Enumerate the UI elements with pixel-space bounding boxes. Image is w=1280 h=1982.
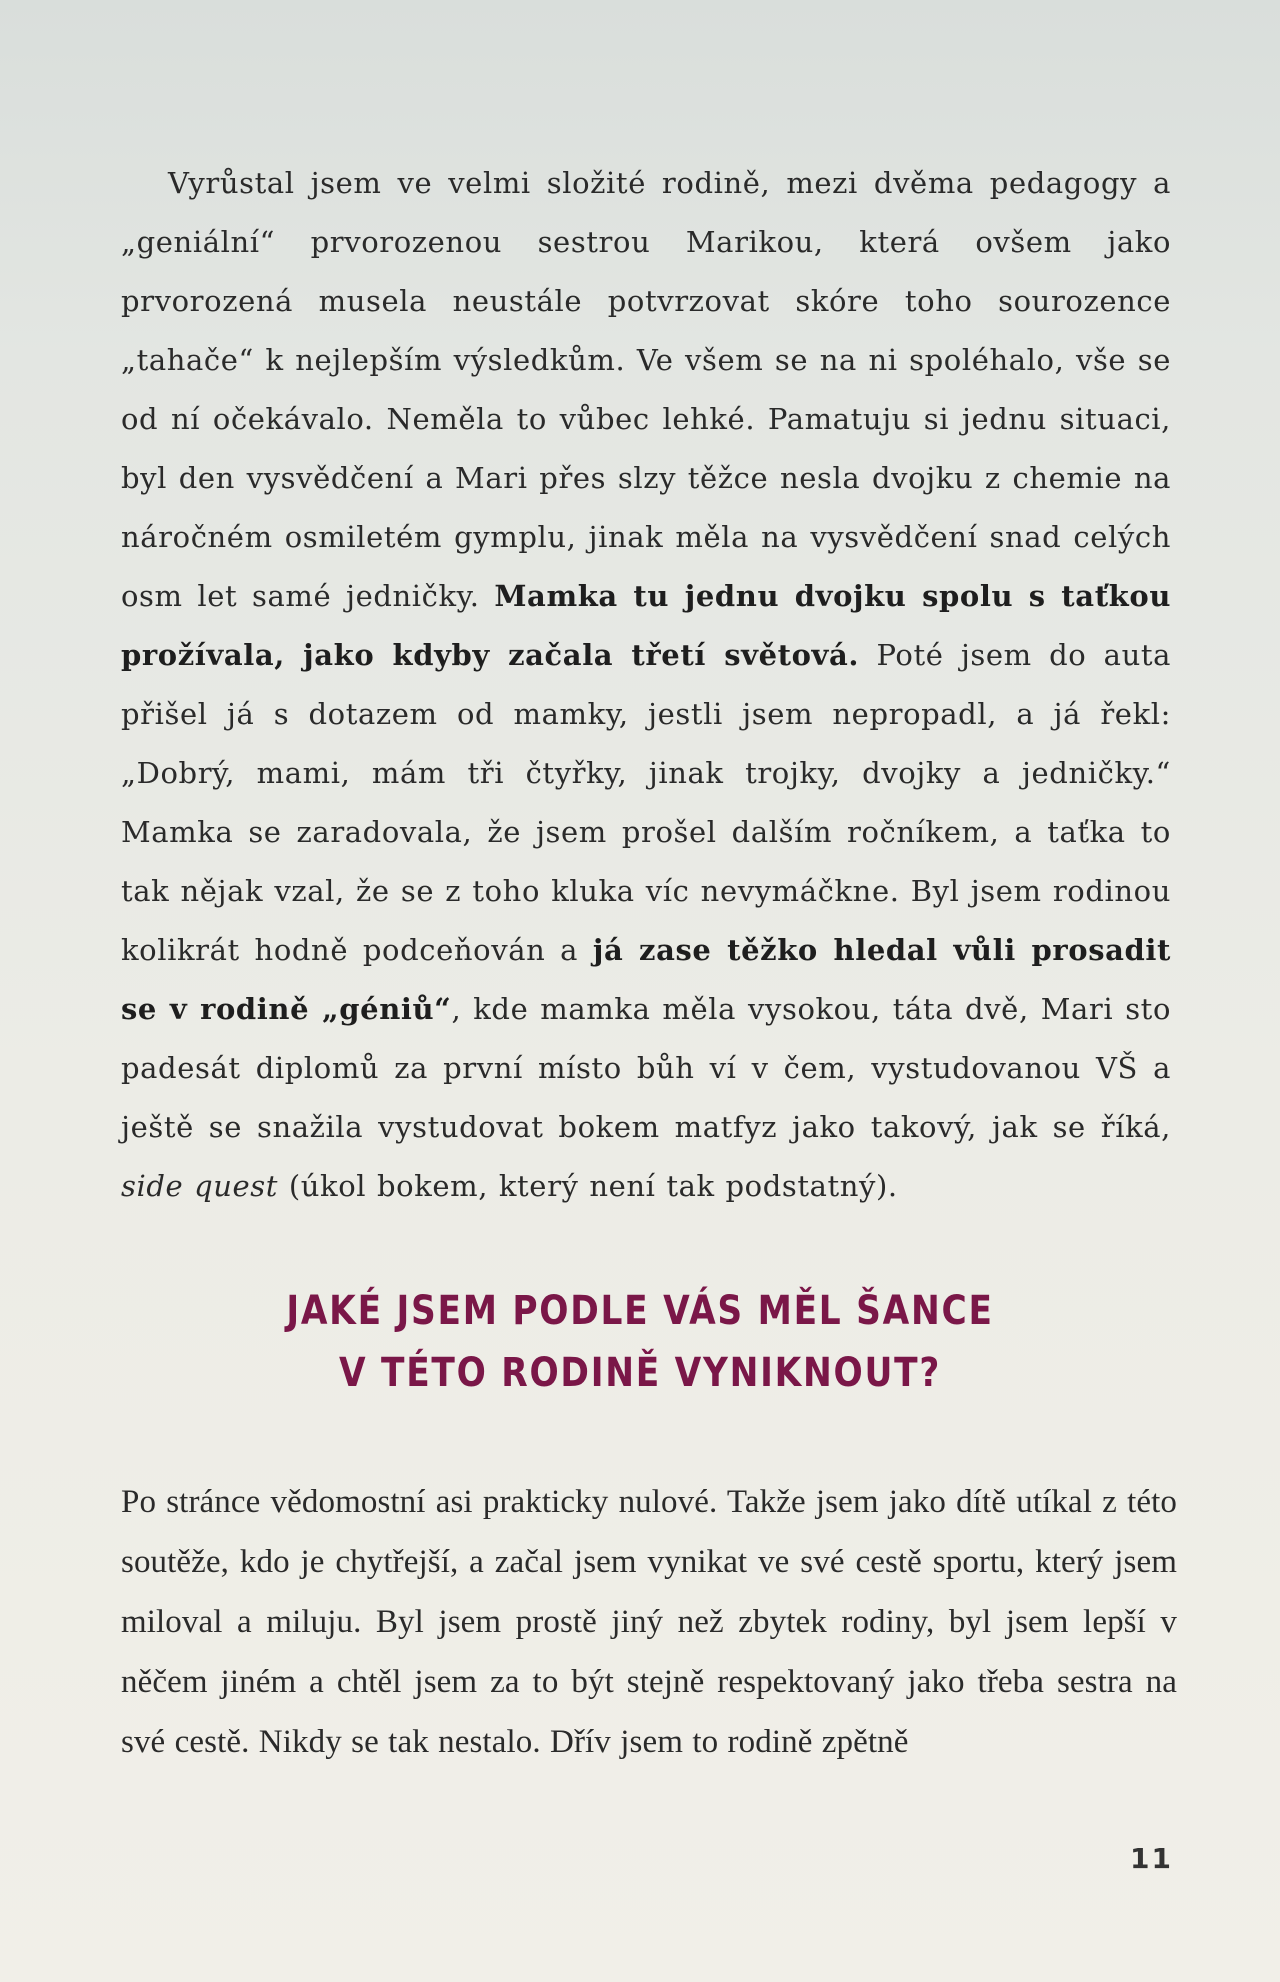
section-heading-line-2: V TÉTO RODINĚ VYNIKNOUT? bbox=[338, 1350, 942, 1396]
paragraph-1-bold-1: Mamka tu jednu dvojku spolu s taťkou prožívala, jako kdyby začala třetí světová. bbox=[121, 579, 1172, 672]
section-heading bbox=[90, 1280, 1191, 1404]
page-number: 11 bbox=[1130, 1842, 1173, 1875]
paragraph-1-text-1: Vyrůstal jsem ve velmi složité rodině, mezi dvěma pedagogy a „geniální“ prvorozenou sestrou Marikou, která ovšem jako prvorozená musela neustále potvrzovat skóre toho sourozence „tahače“ k nejlepším výsledkům. Ve všem se na ni spoléhalo, vše se od ní očekávalo. Neměla to vůbec lehké. Pamatuju si jednu situaci, byl den vysvědčení a Mari přes slzy těžce nesla dvojku z chemie na náročném osmiletém gymplu, jinak měla na vysvědčení snad celých osm let samé jedničky. bbox=[121, 166, 1171, 613]
body-paragraph-2: Po stránce vědomostní asi prakticky nulové. Takže jsem jako dítě utíkal z této soutěže, kdo je chytřejší, a začal jsem vynikat ve své cestě sportu, který jsem miloval a miluju. Byl jsem prostě jiný než zbytek rodiny, byl jsem lepší v něčem jiném a chtěl jsem za to být stejně respektovaný jako třeba sestra na své cestě. Nikdy se tak nestalo. Dřív jsem to rodině zpětně bbox=[121, 1484, 1177, 1760]
body-paragraph-1 bbox=[121, 154, 1171, 1216]
paragraph-1-bold-2: já zase těžko hledal vůli prosadit se v rodině „géniů“ bbox=[121, 933, 1171, 1026]
paragraph-1-text-4: (úkol bokem, který není tak podstatný). bbox=[278, 1169, 898, 1203]
paragraph-1-text-2: Poté jsem do auta přišel já s dotazem od mamky, jestli jsem nepropadl, a já řekl: „Dobrý, mami, mám tři čtyřky, jinak trojky, dvojky a jedničky.“ Mamka se zaradovala, že jsem prošel dalším ročníkem, a taťka to tak nějak vzal, že se z toho kluka víc nevymáčkne. Byl jsem rodinou kolikrát hodně podceňován a bbox=[121, 638, 1171, 967]
section-heading-line-1: JAKÉ JSEM PODLE VÁS MĚL ŠANCE bbox=[286, 1288, 994, 1334]
paragraph-1-text-3: , kde mamka měla vysokou, táta dvě, Mari sto padesát diplomů za první místo bůh ví v čem, vystudovanou VŠ a ještě se snažila vystudovat bokem matfyz jako takový, jak se říká, bbox=[121, 992, 1171, 1144]
paragraph-1-italic-1: side quest bbox=[121, 1169, 279, 1203]
